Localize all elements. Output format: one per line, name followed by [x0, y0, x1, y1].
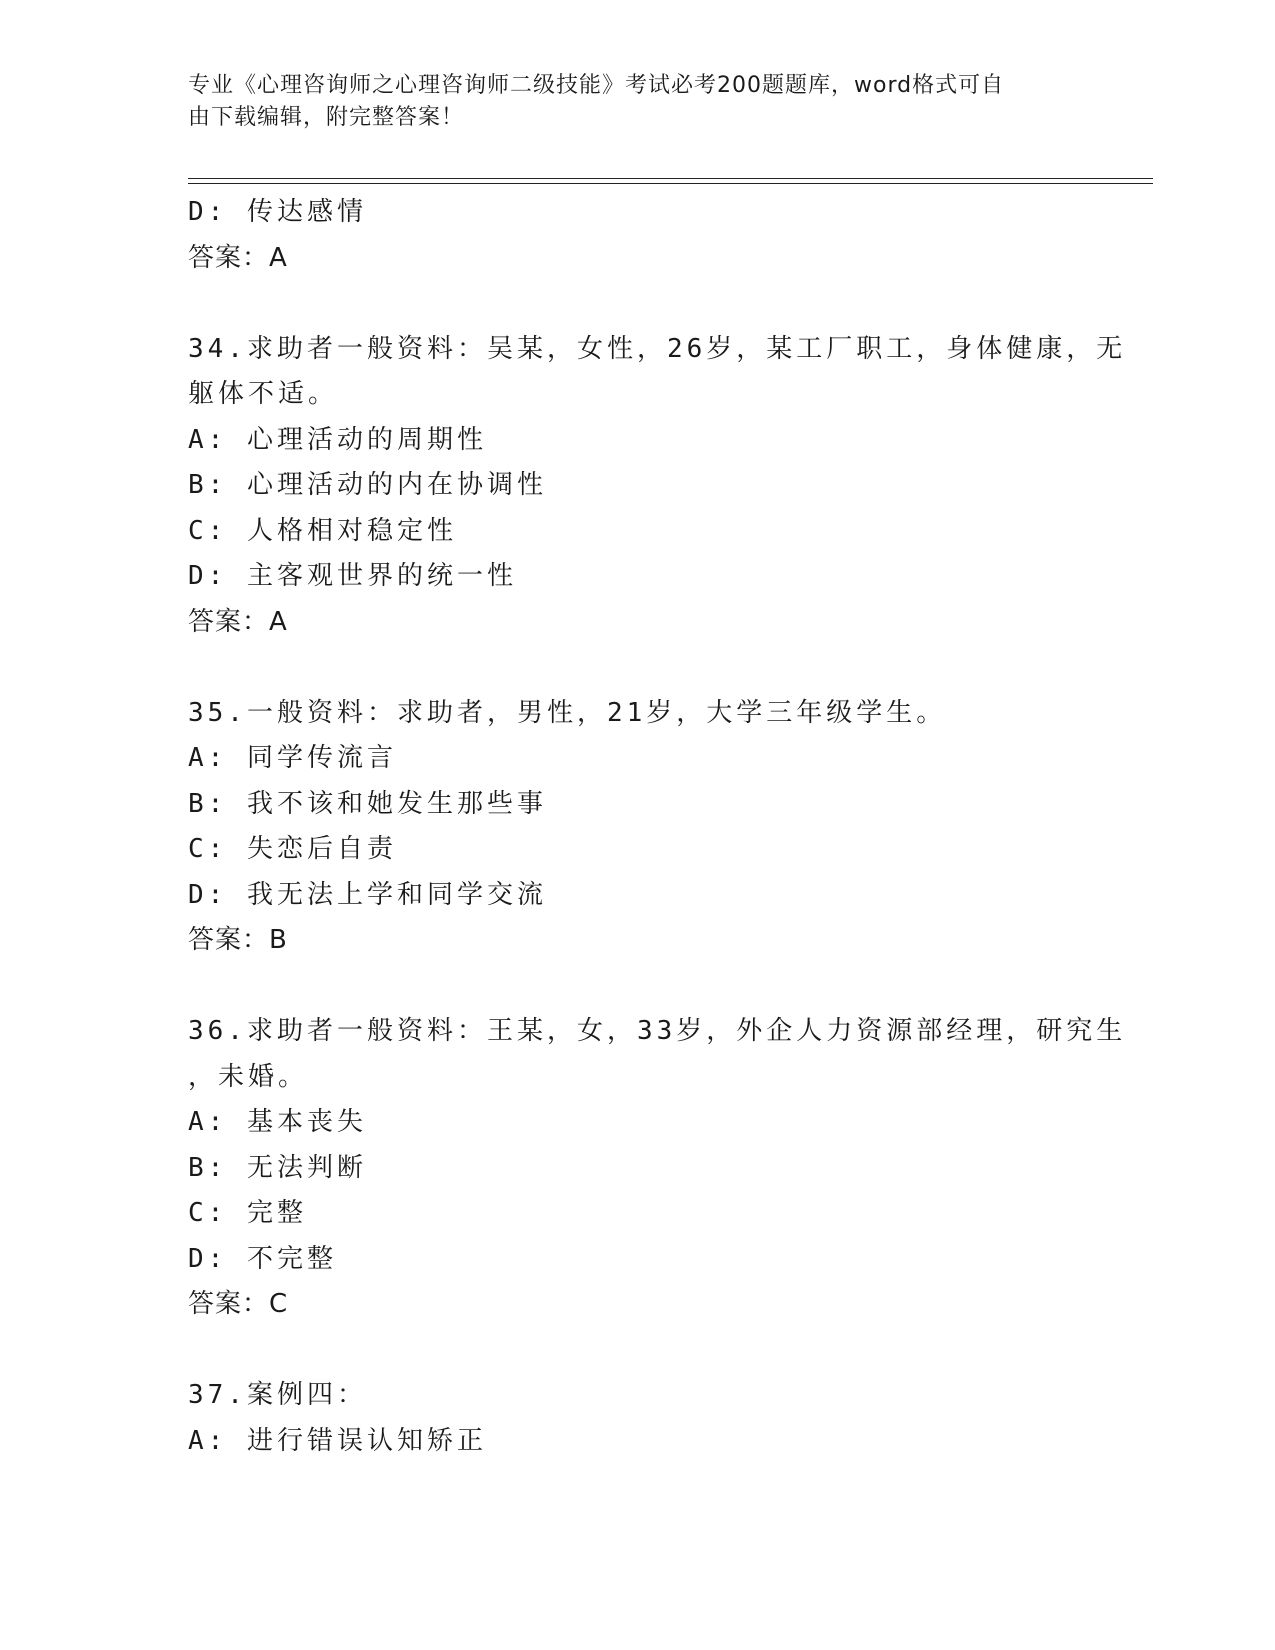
spacer — [188, 964, 1088, 1010]
option-d: D: 不完整 — [188, 1243, 337, 1274]
header-line-2: 由下载编辑，附完整答案！ — [188, 105, 465, 130]
option-b: B: 无法判断 — [188, 1152, 367, 1183]
option-d: D: 我无法上学和同学交流 — [188, 879, 547, 910]
question-block-33 — [188, 190, 1088, 281]
option-c: C: 人格相对稳定性 — [188, 515, 457, 546]
answer: 答案：C — [188, 1289, 289, 1319]
answer: 答案：B — [188, 925, 288, 955]
question-block-35 — [188, 691, 1088, 964]
question-block-37 — [188, 1373, 1088, 1464]
option-a: A: 同学传流言 — [188, 743, 397, 773]
answer: 答案：A — [188, 242, 288, 273]
option-b: B: 我不该和她发生那些事 — [188, 788, 547, 819]
spacer — [188, 1328, 1088, 1374]
question-text-line-1: 37.案例四： — [188, 1380, 367, 1410]
question-text-line-1: 36.求助者一般资料：王某，女，33岁，外企人力资源部经理，研究生 — [188, 1016, 1127, 1046]
document-header — [188, 70, 1068, 134]
question-text-line-2: 躯体不适。 — [188, 379, 339, 409]
spacer — [188, 281, 1088, 327]
question-block-36 — [188, 1009, 1127, 1328]
header-line-1: 专业《心理咨询师之心理咨询师二级技能》考试必考200题题库，word格式可自 — [188, 73, 1005, 98]
option-c: C: 完整 — [188, 1198, 307, 1228]
question-text-line-2: ，未婚。 — [188, 1061, 309, 1092]
header-divider-top — [188, 178, 1153, 179]
option-c: C: 失恋后自责 — [188, 834, 397, 864]
question-text-line-1: 35.一般资料：求助者，男性，21岁，大学三年级学生。 — [188, 697, 947, 728]
option-a: A: 基本丧失 — [188, 1107, 367, 1137]
header-divider-bottom — [188, 183, 1153, 184]
option-d: D: 传达感情 — [188, 197, 367, 227]
option-d: D: 主客观世界的统一性 — [188, 561, 517, 591]
option-b: B: 心理活动的内在协调性 — [188, 470, 547, 500]
answer: 答案：A — [188, 606, 288, 637]
question-text-line-1: 34.求助者一般资料：吴某，女性，26岁，某工厂职工，身体健康，无 — [188, 333, 1127, 364]
option-a: A: 进行错误认知矫正 — [188, 1425, 487, 1456]
question-list — [188, 190, 1127, 1464]
option-a: A: 心理活动的周期性 — [188, 424, 487, 455]
question-block-34 — [188, 327, 1127, 646]
spacer — [188, 645, 1088, 691]
